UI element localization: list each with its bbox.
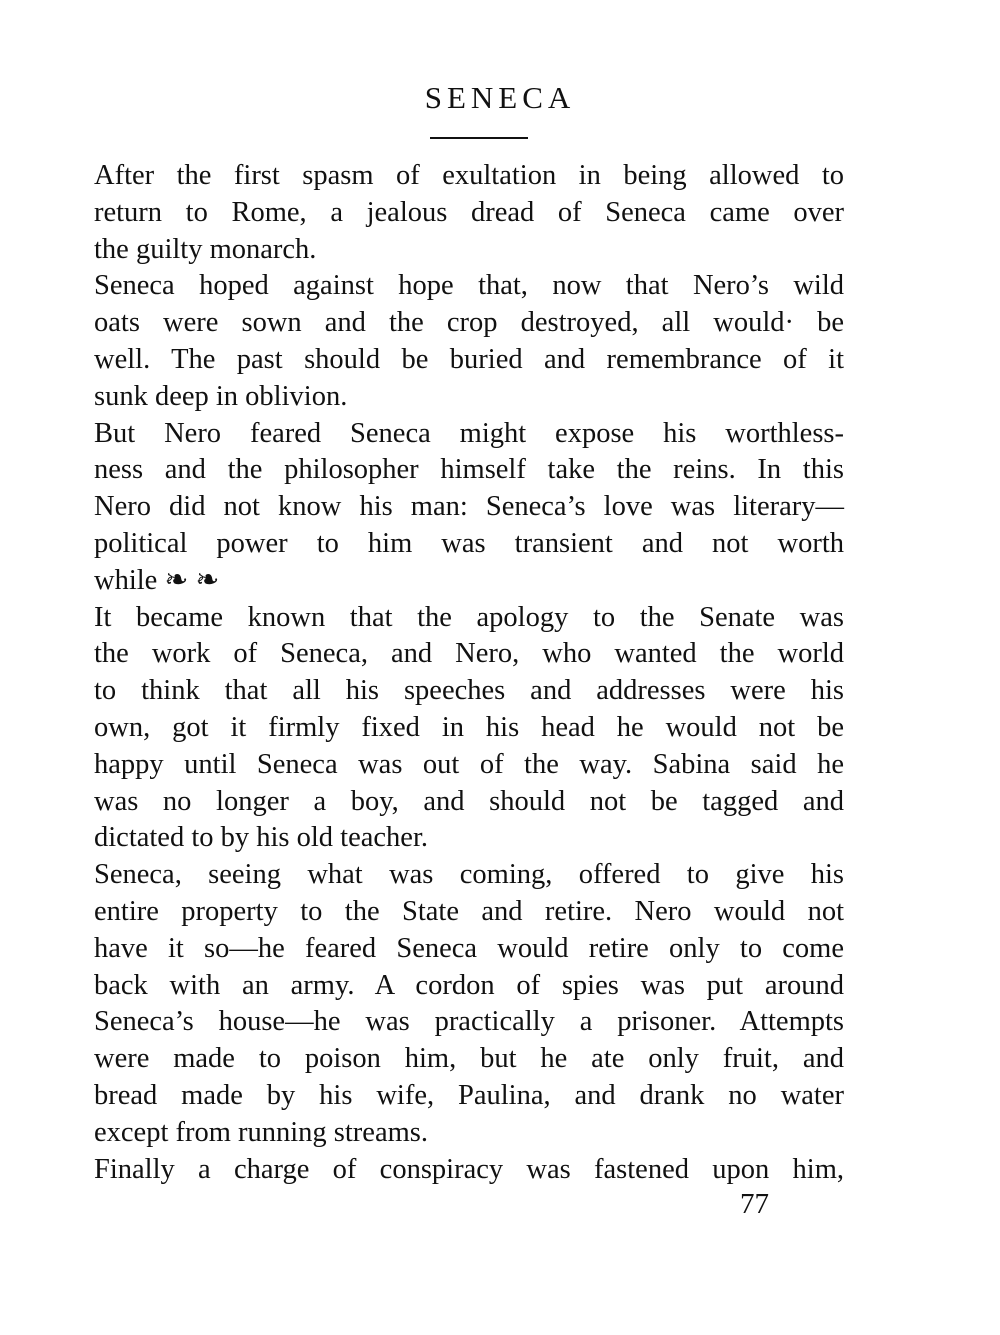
text-line: After the first spasm of exultation in being allowed to bbox=[94, 160, 844, 191]
text-line: except from running streams. bbox=[94, 1116, 428, 1148]
paragraph bbox=[94, 416, 844, 600]
text-line: well. The past should be buried and remembrance of it bbox=[94, 343, 844, 375]
text-line: entire property to the State and retire. Nero would not bbox=[94, 895, 844, 927]
paragraph bbox=[94, 158, 844, 268]
text-line: back with an army. A cordon of spies was put around bbox=[94, 969, 844, 1001]
body-text bbox=[94, 158, 844, 1188]
text-line: Seneca hoped against hope that, now that Nero’s wild bbox=[94, 270, 844, 302]
text-line: while ❧ ❧ bbox=[94, 564, 220, 596]
text-line: But Nero feared Seneca might expose his worthless- bbox=[94, 417, 844, 449]
text-line: the guilty monarch. bbox=[94, 233, 317, 265]
text-line: own, got it firmly fixed in his head he would not be bbox=[94, 711, 844, 743]
text-line: return to Rome, a jealous dread of Seneca came over bbox=[94, 196, 844, 228]
text-line: have it so—he feared Seneca would retire only to come bbox=[94, 932, 844, 964]
text-line: Seneca’s house—he was practically a prisoner. Attempts bbox=[94, 1006, 844, 1038]
text-line: were made to poison him, but he ate only fruit, and bbox=[94, 1043, 844, 1075]
text-line: ness and the philosopher himself take the reins. In this bbox=[94, 454, 844, 486]
text-line: the work of Seneca, and Nero, who wanted the world bbox=[94, 638, 844, 670]
text-line: was no longer a boy, and should not be tagged and bbox=[94, 785, 844, 817]
text-line: Nero did not know his man: Seneca’s love was literary— bbox=[94, 491, 844, 523]
text-line: to think that all his speeches and addresses were his bbox=[94, 675, 844, 707]
paragraph bbox=[94, 1152, 844, 1189]
text-line: bread made by his wife, Paulina, and drank no water bbox=[94, 1079, 844, 1111]
page-title: SENECA bbox=[424, 80, 576, 115]
text-line: political power to him was transient and not worth bbox=[94, 527, 844, 559]
page-number: 77 bbox=[740, 1188, 769, 1220]
title-rule bbox=[430, 137, 528, 139]
text-line: Finally a charge of conspiracy was fastened upon him, bbox=[94, 1153, 844, 1185]
paragraph bbox=[94, 268, 844, 415]
text-line: sunk deep in oblivion. bbox=[94, 380, 348, 412]
paragraph bbox=[94, 857, 844, 1151]
text-line: It became known that the apology to the Senate was bbox=[94, 601, 844, 633]
paragraph bbox=[94, 600, 844, 858]
text-line: Seneca, seeing what was coming, offered to give his bbox=[94, 859, 844, 891]
text-line: dictated to by his old teacher. bbox=[94, 822, 428, 854]
text-line: happy until Seneca was out of the way. Sabina said he bbox=[94, 748, 844, 780]
text-line: oats were sown and the crop destroyed, all would· be bbox=[94, 307, 844, 339]
